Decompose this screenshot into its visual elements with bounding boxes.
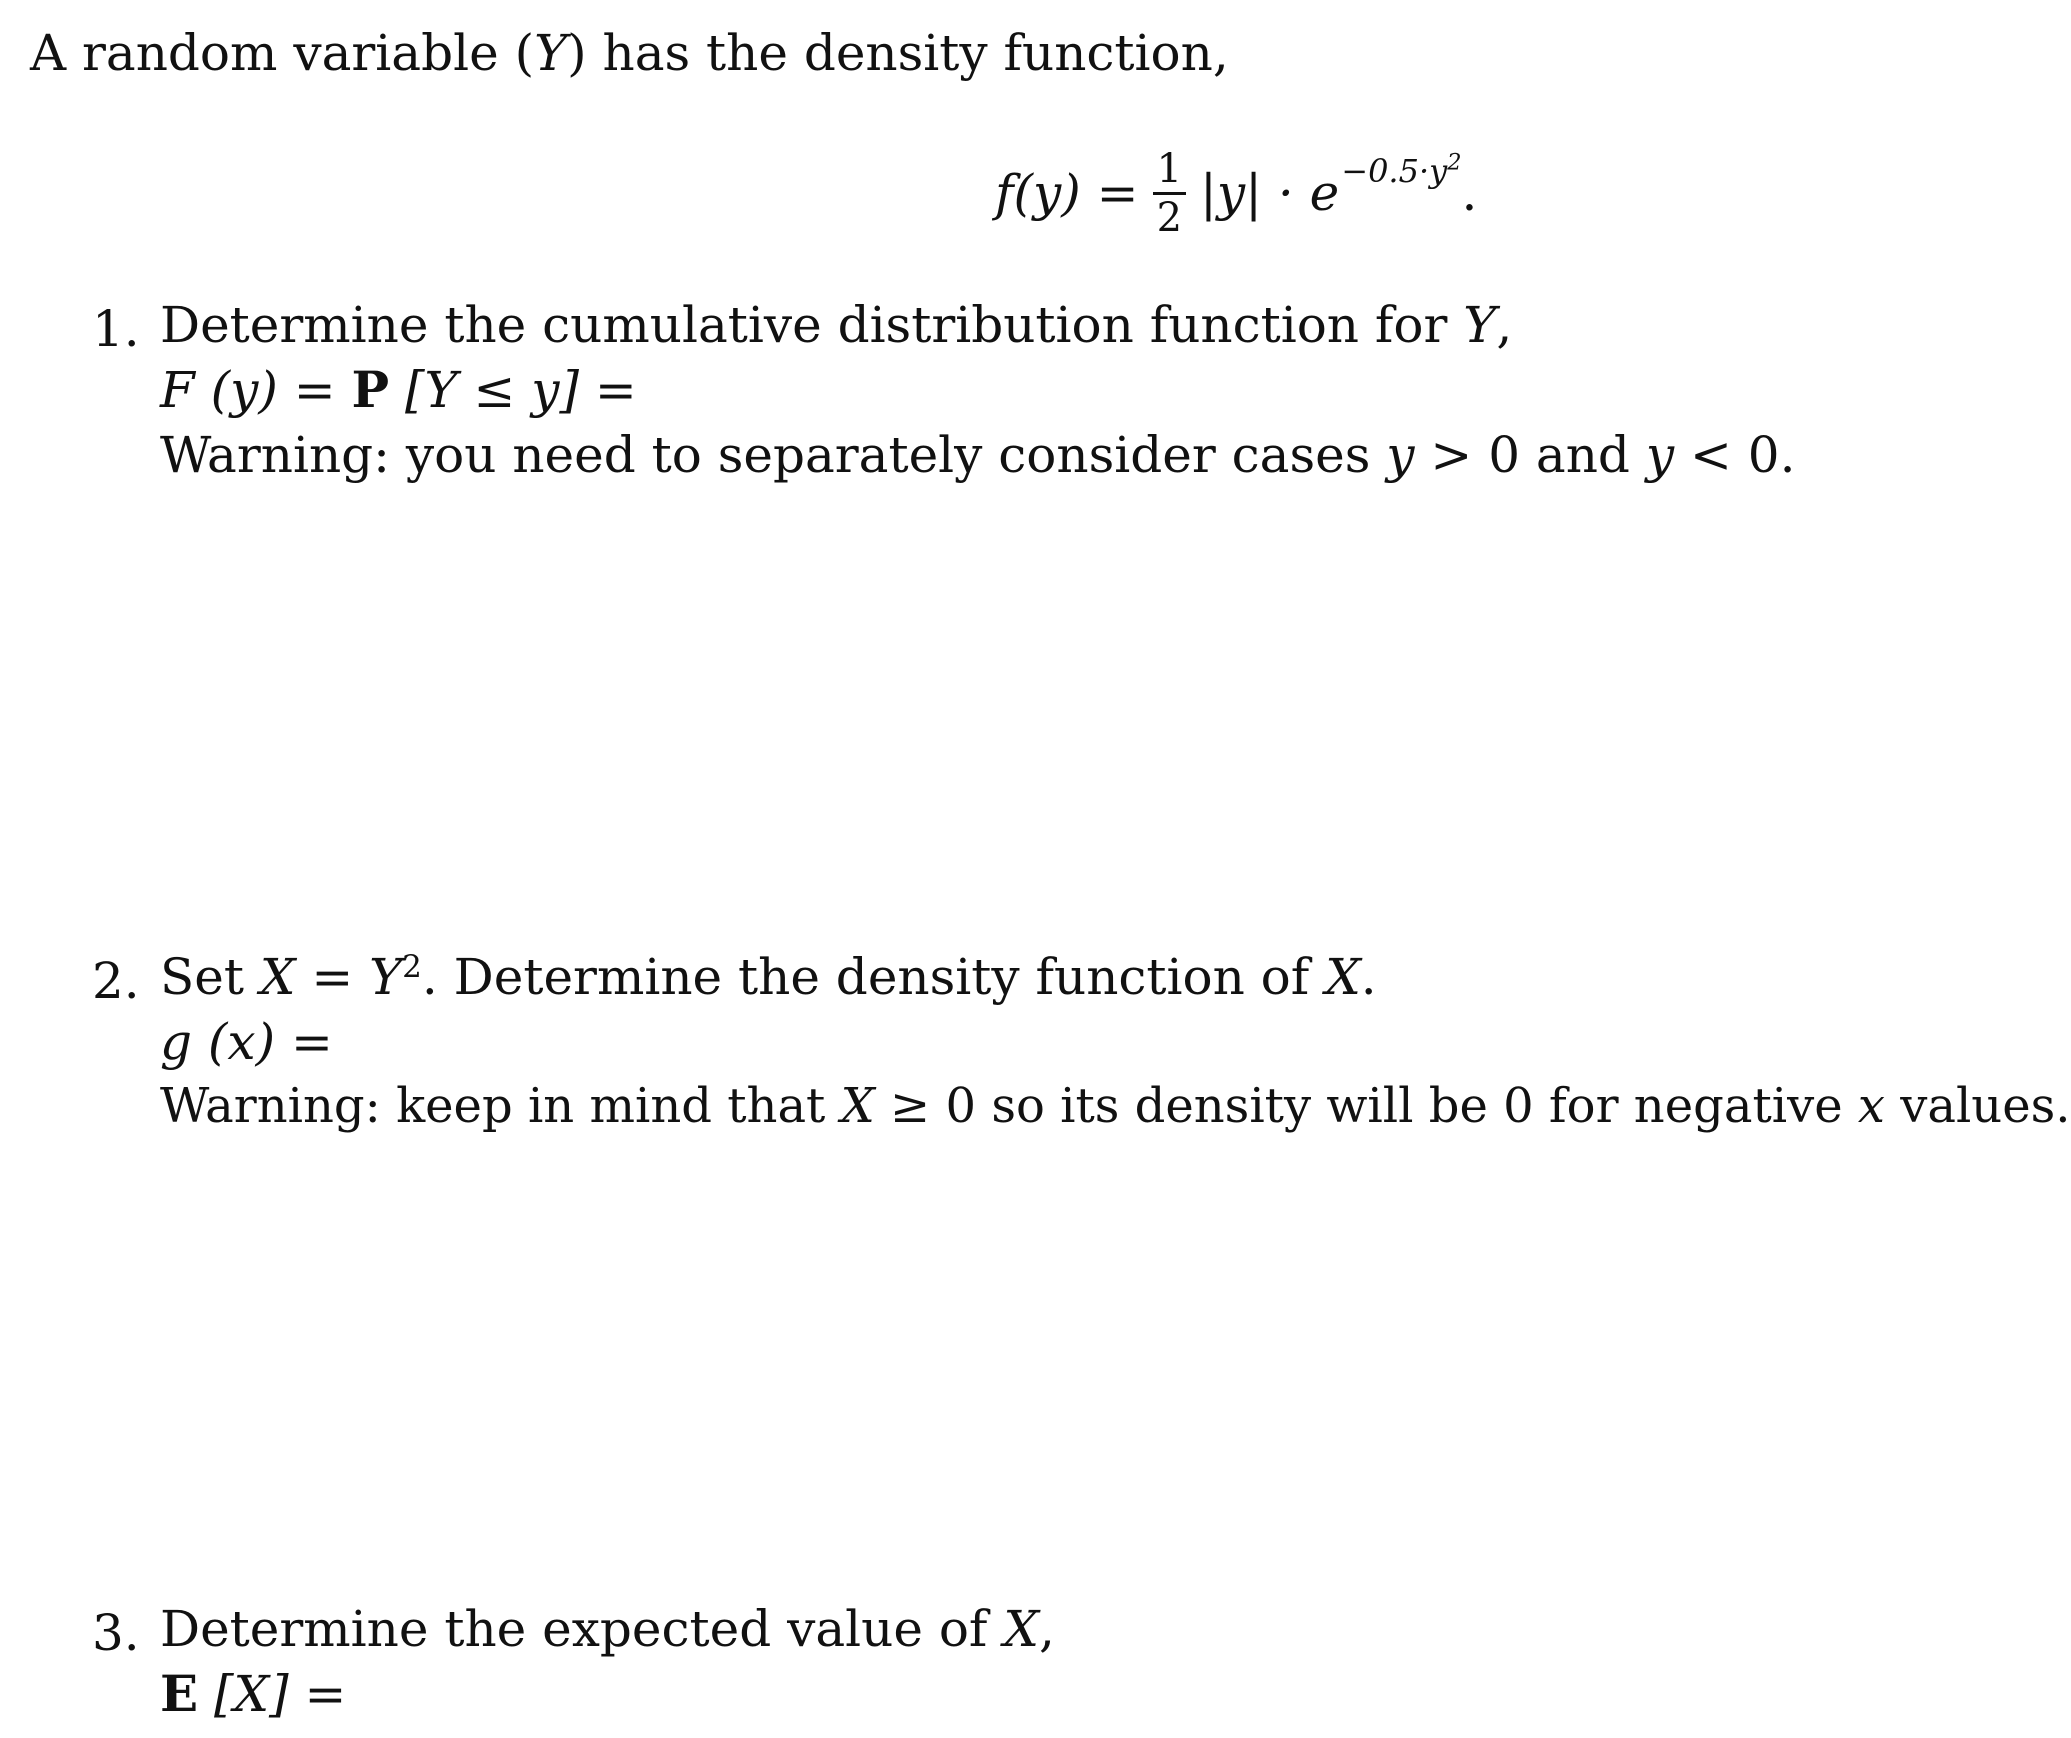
item-1-end: , [1496, 296, 1513, 354]
item-2-lhs: g [160, 1013, 193, 1071]
item-3-text: Determine the expected value of [160, 1600, 1004, 1658]
item-2-warning-b: ≥ 0 so its density will be 0 for negative [874, 1078, 1858, 1134]
item-2-answer-prompt [160, 1013, 333, 1071]
item-2-c: . Determine the density function of [421, 948, 1326, 1006]
fraction-denominator: 2 [1156, 194, 1183, 241]
item-3-expectation-symbol: E [160, 1664, 199, 1723]
item-1-lhs: F [160, 361, 195, 419]
item-2-warning-v2: x [1857, 1078, 1885, 1134]
intro-text-a: A random variable ( [30, 24, 535, 82]
item-2-v1: X [259, 948, 296, 1006]
exponent-power: 2 [1447, 149, 1462, 176]
formula-end: . [1461, 164, 1478, 222]
item-2-warning-c: values. [1884, 1078, 2071, 1134]
intro-var: Y [534, 24, 568, 82]
item-1-arg: (y) = [194, 361, 352, 419]
item-1-text: Determine the cumulative distribution function for [160, 296, 1464, 354]
item-1-number: 1. [92, 300, 140, 358]
item-2-warning-a: Warning: keep in mind that [160, 1078, 841, 1134]
formula-exponent [1341, 149, 1462, 190]
item-3-question [160, 1600, 1055, 1658]
fraction-numerator: 1 [1153, 148, 1186, 195]
intro-text-b: ) has the density function, [567, 24, 1229, 82]
item-1-warning-b: > 0 and [1414, 426, 1646, 484]
item-2-question [160, 948, 1377, 1006]
item-3-end: , [1038, 1600, 1055, 1658]
exponent-base: −0.5·y [1341, 152, 1448, 190]
formula-abs: |y| · e [1200, 164, 1340, 222]
item-1-warning-v2: y [1645, 426, 1675, 484]
formula-lhs-f: f [995, 164, 1014, 222]
item-2-b: = [295, 948, 370, 1006]
intro-text [30, 24, 1229, 82]
formula-fraction [1153, 145, 1186, 241]
item-1-var: Y [1463, 296, 1497, 354]
formula-lhs-arg: (y) = [1013, 164, 1139, 222]
item-3-answer-prompt [160, 1664, 347, 1723]
item-2-a: Set [160, 948, 260, 1006]
item-2-number: 2. [92, 952, 140, 1010]
item-3-rest: [X] = [198, 1665, 347, 1723]
item-3-var: X [1003, 1600, 1039, 1658]
item-1-rest: [Y ≤ y] = [389, 361, 637, 419]
item-2-warning [160, 1078, 2071, 1134]
item-1-warning-a: Warning: you need to separately consider cases [160, 426, 1387, 484]
item-1-warning-v1: y [1386, 426, 1415, 484]
item-1-warning-c: < 0. [1674, 426, 1796, 484]
item-1-warning [160, 426, 1796, 484]
item-2-warning-v1: X [840, 1078, 875, 1134]
item-2-v3: X [1325, 948, 1361, 1006]
item-1-prob-symbol: P [351, 360, 390, 419]
item-2-arg: (x) = [192, 1013, 333, 1071]
item-2-pow: 2 [402, 948, 422, 985]
item-3-number: 3. [92, 1604, 140, 1662]
item-1-answer-prompt [160, 360, 637, 419]
item-2-v2: Y [369, 948, 403, 1006]
item-1-question [160, 296, 1513, 354]
item-2-d: . [1360, 948, 1377, 1006]
density-formula [995, 128, 1477, 258]
